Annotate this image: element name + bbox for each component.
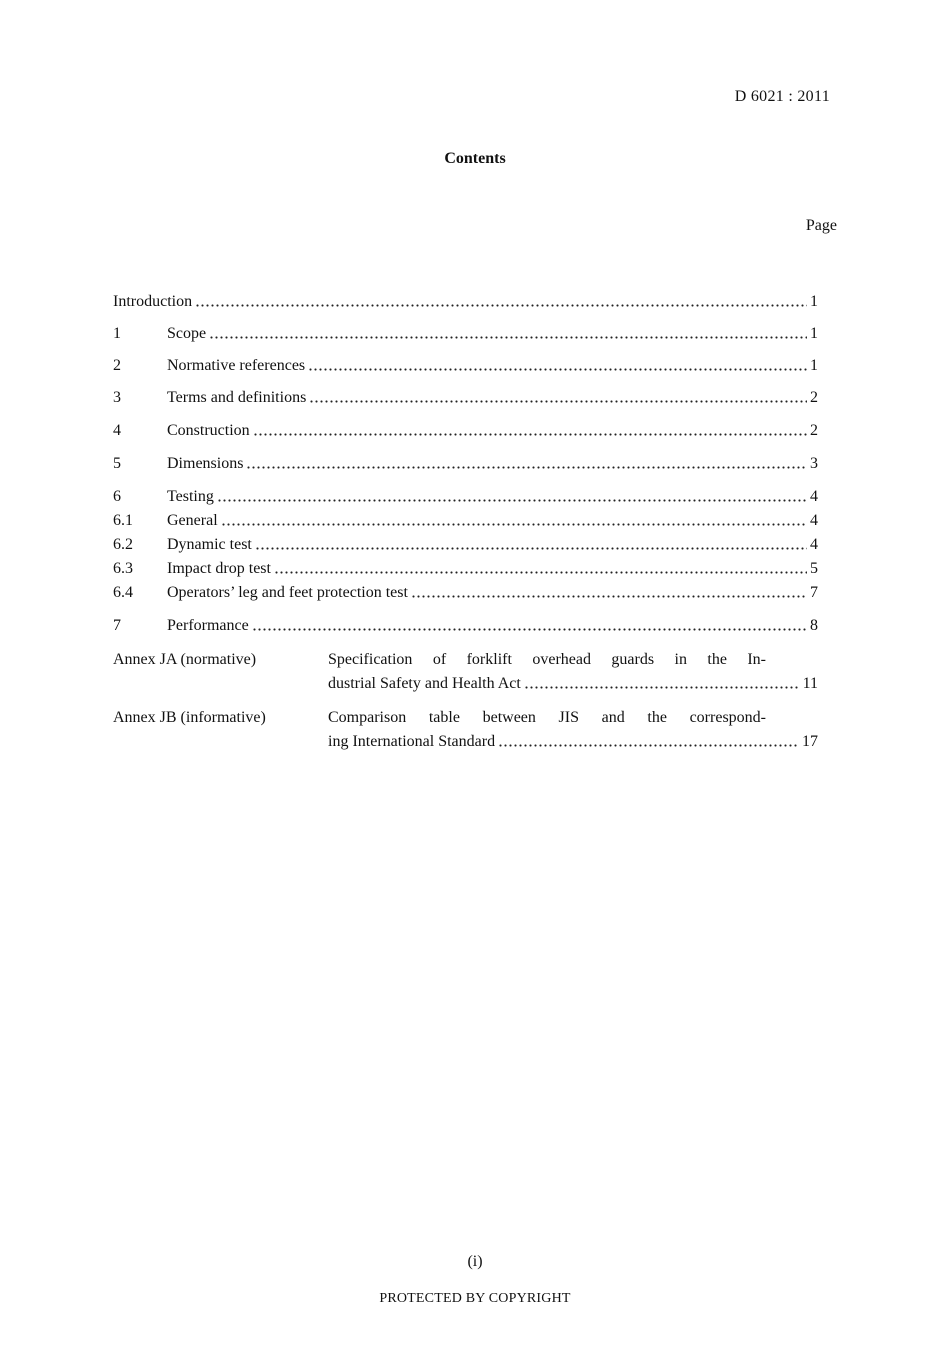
annex-label: Annex JB (informative) — [113, 709, 266, 726]
toc-label: General — [167, 512, 218, 529]
toc-entry-introduction[interactable] — [113, 290, 818, 314]
toc-entry-annex-jb[interactable] — [113, 706, 818, 754]
dot-leader — [524, 686, 800, 689]
toc-entry-normative-references[interactable] — [113, 354, 818, 378]
dot-leader — [253, 433, 807, 436]
toc-label: Dimensions — [167, 455, 244, 472]
toc-number: 5 — [113, 455, 121, 472]
toc-page: 1 — [810, 293, 818, 310]
toc-entry-impact-drop-test[interactable] — [113, 557, 818, 581]
dot-leader — [246, 466, 807, 469]
annex-title-line-1: Specification of forklift overhead guards in the In- — [328, 651, 766, 668]
toc-entry-terms-and-definitions[interactable] — [113, 386, 818, 410]
toc-page: 17 — [802, 733, 818, 750]
table-of-contents — [113, 290, 818, 754]
toc-number: 3 — [113, 389, 121, 406]
toc-entry-testing[interactable] — [113, 485, 818, 509]
page-title: Contents — [444, 150, 506, 167]
dot-leader — [195, 304, 807, 307]
toc-entry-annex-ja[interactable] — [113, 648, 818, 696]
toc-label: Normative references — [167, 357, 306, 374]
toc-label: Operators’ leg and feet protection test — [167, 584, 408, 601]
annex-title — [328, 648, 818, 696]
toc-label: Scope — [167, 325, 207, 342]
toc-entry-performance[interactable] — [113, 614, 818, 638]
toc-number: 6 — [113, 488, 121, 505]
toc-label: Impact drop test — [167, 560, 271, 577]
toc-page: 2 — [810, 389, 818, 406]
annex-title — [328, 706, 818, 754]
dot-leader — [498, 744, 799, 747]
toc-number: 6.4 — [113, 584, 133, 601]
toc-entry-dynamic-test[interactable] — [113, 533, 818, 557]
dot-leader — [217, 499, 807, 502]
dot-leader — [274, 571, 807, 574]
toc-entry-general[interactable] — [113, 509, 818, 533]
annex-title-line-2 — [328, 672, 818, 696]
toc-entry-dimensions[interactable] — [113, 452, 818, 476]
dot-leader — [255, 547, 807, 550]
toc-number: 6.3 — [113, 560, 133, 577]
toc-label: Performance — [167, 617, 249, 634]
toc-page: 11 — [802, 675, 818, 692]
annex-title-line-2 — [328, 730, 818, 754]
toc-entry-leg-and-feet-protection-test[interactable] — [113, 581, 818, 605]
toc-number: 4 — [113, 422, 121, 439]
toc-number: 1 — [113, 325, 121, 342]
annex-label: Annex JA (normative) — [113, 651, 257, 668]
toc-number: 6.1 — [113, 512, 133, 529]
toc-page: 4 — [810, 536, 818, 553]
dot-leader — [252, 628, 807, 631]
toc-page: 2 — [810, 422, 818, 439]
dot-leader — [209, 336, 807, 339]
annex-title-line-1: Comparison table between JIS and the correspond- — [328, 709, 766, 726]
toc-label: Testing — [167, 488, 214, 505]
toc-number: 2 — [113, 357, 121, 374]
dot-leader — [221, 523, 807, 526]
annex-title-text: dustrial Safety and Health Act — [328, 675, 521, 692]
toc-number: 6.2 — [113, 536, 133, 553]
page-column-label: Page — [805, 217, 837, 234]
copyright-notice: PROTECTED BY COPYRIGHT — [379, 1291, 571, 1306]
dot-leader — [411, 595, 807, 598]
toc-label: Introduction — [113, 293, 193, 310]
toc-page: 5 — [810, 560, 818, 577]
toc-number: 7 — [113, 617, 121, 634]
toc-page: 7 — [810, 584, 818, 601]
toc-label: Terms and definitions — [167, 389, 307, 406]
toc-label: Construction — [167, 422, 250, 439]
toc-entry-construction[interactable] — [113, 419, 818, 443]
page-folio: (i) — [467, 1253, 483, 1270]
toc-page: 3 — [810, 455, 818, 472]
toc-page: 1 — [810, 325, 818, 342]
toc-page: 8 — [810, 617, 818, 634]
toc-entry-scope[interactable] — [113, 322, 818, 346]
toc-page: 4 — [810, 488, 818, 505]
document-id: D 6021 : 2011 — [734, 88, 830, 105]
toc-page: 4 — [810, 512, 818, 529]
dot-leader — [308, 368, 807, 371]
dot-leader — [309, 400, 807, 403]
toc-label: Dynamic test — [167, 536, 252, 553]
annex-title-text: ing International Standard — [328, 733, 496, 750]
toc-page: 1 — [810, 357, 818, 374]
